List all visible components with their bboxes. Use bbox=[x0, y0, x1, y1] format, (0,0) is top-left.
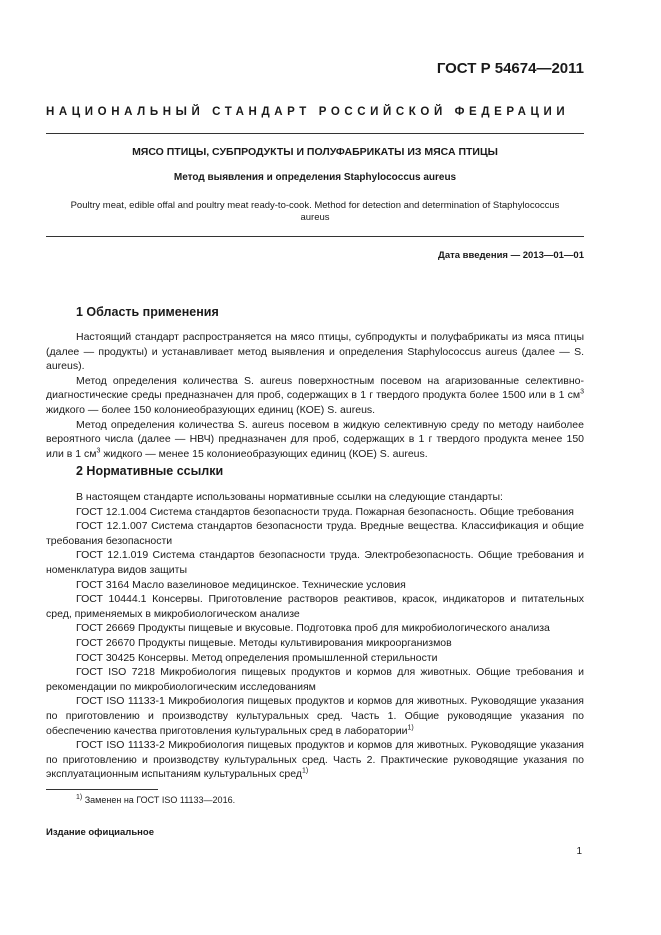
footnote-mark: 1) bbox=[76, 794, 83, 801]
text: Метод определения количества S. aureus посевом в жидкую селективную среду по методу наиболее вероятного числа (далее — НВЧ) предназначен для проб, содержащих в 1 г твердого продукта менее 150 или в 1 см bbox=[46, 418, 584, 460]
footnote-divider bbox=[46, 789, 158, 790]
header-divider bbox=[46, 133, 584, 134]
footnote bbox=[76, 795, 235, 805]
section-1-body bbox=[46, 330, 584, 461]
official-edition-label: Издание официальное bbox=[46, 827, 154, 838]
paragraph: Настоящий стандарт распространяется на мясо птицы, субпродукты и полуфабрикаты из мяса птицы (далее — продукты) и устанавливает метод выявления и определения Staphylococcus aureus (далее — S. aureus). bbox=[46, 331, 584, 373]
superscript: 3 bbox=[96, 447, 101, 455]
reference-item: ГОСТ 3164 Масло вазелиновое медицинское. Технические условия bbox=[76, 578, 406, 591]
reference-item: ГОСТ 12.1.019 Система стандартов безопасности труда. Электробезопасность. Общие требования и номенклатура видов защиты bbox=[46, 549, 584, 576]
reference-item: ГОСТ 12.1.004 Система стандартов безопасности труда. Пожарная безопасность. Общие требования bbox=[76, 505, 574, 518]
footnote-mark: 1) bbox=[407, 724, 414, 731]
reference-item bbox=[46, 694, 584, 738]
paragraph bbox=[46, 374, 584, 418]
reference-item: ГОСТ 26669 Продукты пищевые и вкусовые. Подготовка проб для микробиологического анализа bbox=[76, 622, 550, 635]
footnote-mark: 1) bbox=[301, 767, 309, 775]
reference-item: ГОСТ 26670 Продукты пищевые. Методы культивирования микроорганизмов bbox=[76, 636, 452, 649]
text: Метод определения количества S. aureus поверхностным посевом на агаризованные селективно-диагностические среды предназначен для проб, содержащих в 1 г твердого продукта более 1500 или в 1 см bbox=[46, 374, 584, 402]
section-2-body bbox=[46, 490, 584, 782]
reference-item: ГОСТ 10444.1 Консервы. Приготовление растворов реактивов, красок, индикаторов и питательных сред, применяемых в микробиологическом анализе bbox=[46, 593, 584, 620]
text: жидкого — менее 15 колониеобразующих единиц (КОЕ) S. aureus. bbox=[100, 447, 428, 460]
text: ГОСТ ISO 11133-1 Микробиология пищевых продуктов и кормов для животных. Руководящие указания по приготовлению и производству культуральных сред. Часть 1. Общие руководящие указания по обеспечению качества приготовления культуральных сред в лаборатории bbox=[46, 695, 584, 737]
document-number: ГОСТ Р 54674—2011 bbox=[436, 60, 584, 77]
reference-item: ГОСТ ISO 7218 Микробиология пищевых продуктов и кормов для животных. Общие требования и рекомендации по микробиологическим исследованиям bbox=[46, 666, 584, 693]
document-title: МЯСО ПТИЦЫ, СУБПРОДУКТЫ И ПОЛУФАБРИКАТЫ ИЗ МЯСА ПТИЦЫ bbox=[132, 146, 498, 158]
footnote-text: Заменен на ГОСТ ISO 11133—2016. bbox=[82, 795, 236, 805]
text: ГОСТ ISO 11133-2 Микробиология пищевых продуктов и кормов для животных. Руководящие указания по приготовлению и производству культуральных сред. Часть 2. Практические руководящие указания по эксплуатационным испытаниям культуральных сред bbox=[46, 739, 584, 781]
title-divider bbox=[46, 236, 584, 237]
reference-item: ГОСТ 12.1.007 Система стандартов безопасности труда. Вредные вещества. Классификация и общие требования безопасности bbox=[46, 520, 584, 547]
national-standard-banner: НАЦИОНАЛЬНЫЙ СТАНДАРТ РОССИЙСКОЙ ФЕДЕРАЦИИ bbox=[46, 106, 570, 118]
reference-item bbox=[46, 738, 584, 782]
section-2-heading: 2 Нормативные ссылки bbox=[76, 464, 224, 478]
introduction-date: Дата введения — 2013—01—01 bbox=[438, 250, 584, 261]
english-title: Poultry meat, edible offal and poultry meat ready-to-cook. Method for detection and determination of Staphylococcus aureus bbox=[70, 200, 560, 223]
paragraph bbox=[46, 418, 584, 462]
page-number: 1 bbox=[576, 846, 582, 857]
document-subtitle: Метод выявления и определения Staphylococcus aureus bbox=[173, 172, 457, 183]
section-1-heading: 1 Область применения bbox=[76, 305, 219, 319]
paragraph: В настоящем стандарте использованы нормативные ссылки на следующие стандарты: bbox=[76, 491, 503, 503]
reference-item: ГОСТ 30425 Консервы. Метод определения промышленной стерильности bbox=[76, 651, 438, 664]
superscript: 3 bbox=[580, 388, 584, 396]
text: жидкого — более 150 колониеобразующих единиц (КОЕ) S. aureus. bbox=[46, 403, 376, 416]
